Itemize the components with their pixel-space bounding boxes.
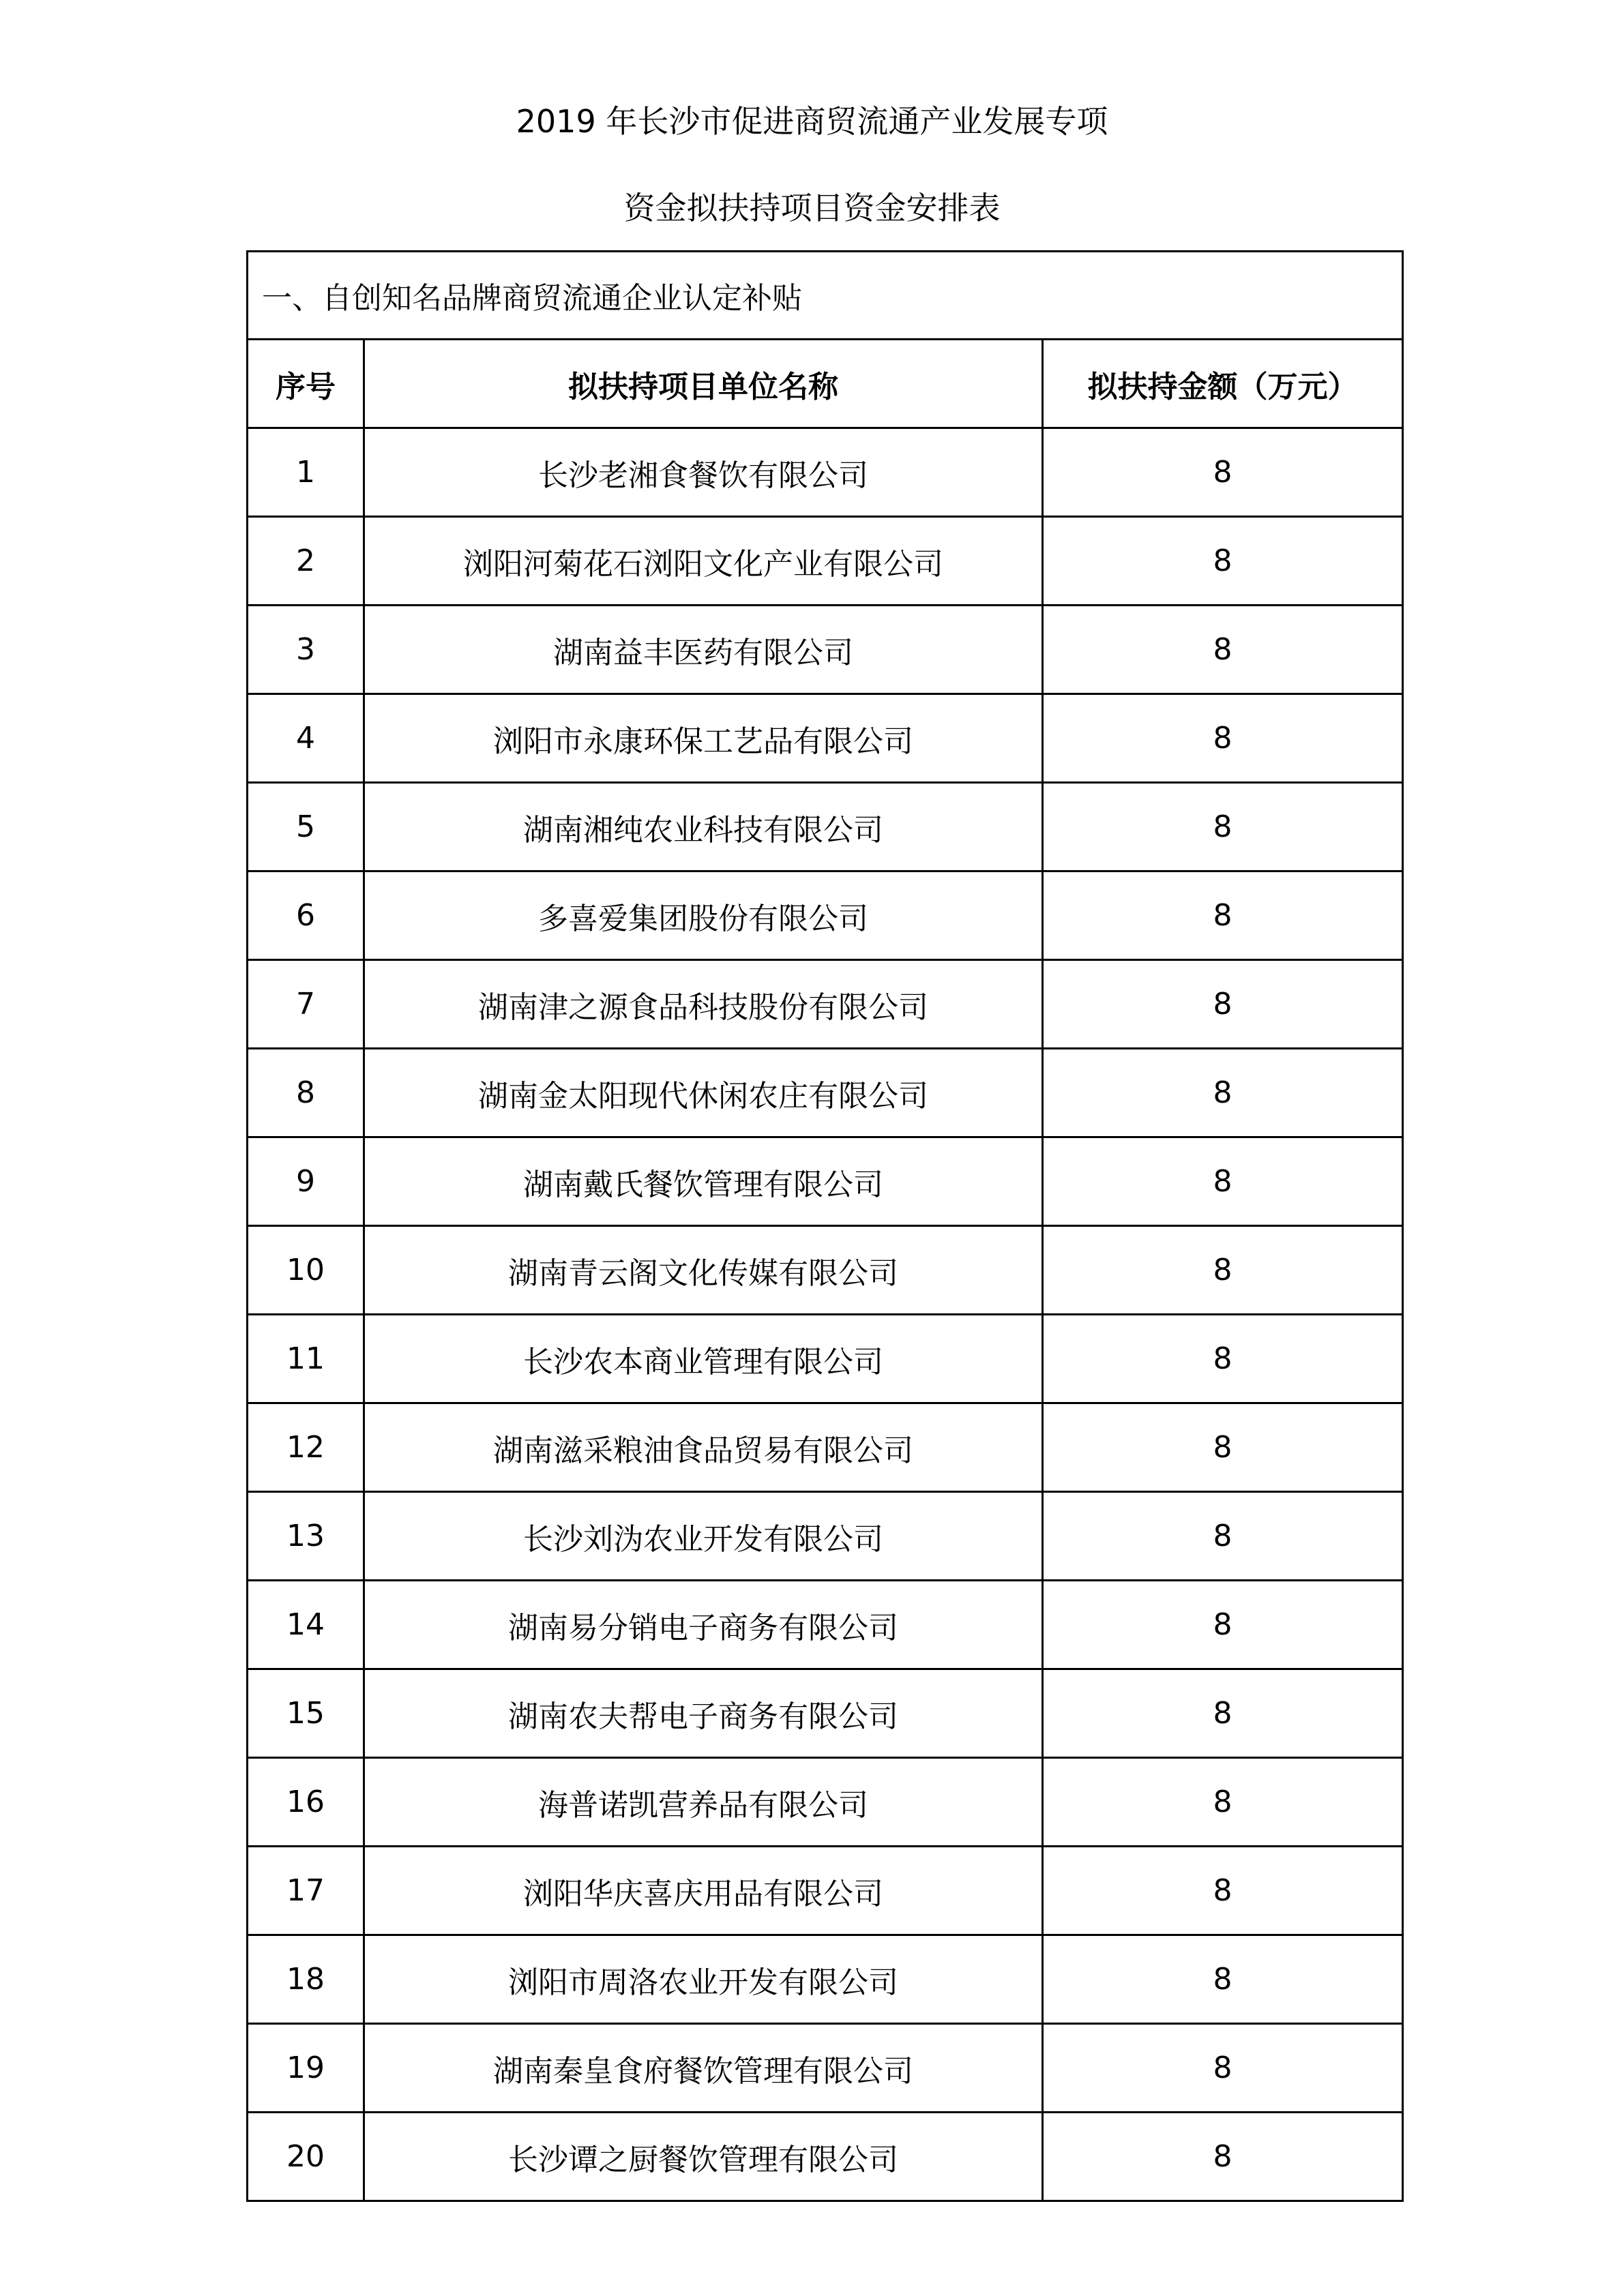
cell-amount: 8	[1043, 1226, 1403, 1315]
cell-amount: 8	[1043, 783, 1403, 871]
cell-amount: 8	[1043, 960, 1403, 1049]
cell-no: 12	[248, 1403, 364, 1492]
cell-amount: 8	[1043, 428, 1403, 517]
cell-company-name: 浏阳华庆喜庆用品有限公司	[364, 1847, 1043, 1935]
table-row	[248, 1758, 1403, 1847]
cell-no: 2	[248, 517, 364, 606]
cell-no: 1	[248, 428, 364, 517]
cell-company-name: 长沙老湘食餐饮有限公司	[364, 428, 1043, 517]
cell-no: 5	[248, 783, 364, 871]
table-row	[248, 517, 1403, 606]
cell-amount: 8	[1043, 606, 1403, 694]
table-row	[248, 1492, 1403, 1581]
cell-company-name: 多喜爱集团股份有限公司	[364, 871, 1043, 960]
table-row	[248, 428, 1403, 517]
cell-company-name: 湖南青云阁文化传媒有限公司	[364, 1226, 1043, 1315]
table-row	[248, 1137, 1403, 1226]
column-header-amount: 拟扶持金额（万元）	[1043, 340, 1403, 428]
table-row	[248, 1315, 1403, 1403]
table-row	[248, 2113, 1403, 2201]
section-heading: 一、自创知名品牌商贸流通企业认定补贴	[248, 252, 1403, 340]
cell-no: 10	[248, 1226, 364, 1315]
cell-company-name: 长沙刘沩农业开发有限公司	[364, 1492, 1043, 1581]
cell-no: 11	[248, 1315, 364, 1403]
cell-amount: 8	[1043, 1847, 1403, 1935]
cell-company-name: 浏阳市永康环保工艺品有限公司	[364, 694, 1043, 783]
table-header-row	[248, 340, 1403, 428]
cell-no: 9	[248, 1137, 364, 1226]
column-header-no: 序号	[248, 340, 364, 428]
cell-company-name: 湖南金太阳现代休闲农庄有限公司	[364, 1049, 1043, 1137]
table-row	[248, 1669, 1403, 1758]
cell-amount: 8	[1043, 2024, 1403, 2113]
cell-amount: 8	[1043, 871, 1403, 960]
document-title-line-1: 2019 年长沙市促进商贸流通产业发展专项	[516, 103, 1108, 140]
cell-company-name: 长沙谭之厨餐饮管理有限公司	[364, 2113, 1043, 2201]
cell-no: 18	[248, 1935, 364, 2024]
cell-no: 16	[248, 1758, 364, 1847]
cell-company-name: 湖南秦皇食府餐饮管理有限公司	[364, 2024, 1043, 2113]
cell-amount: 8	[1043, 694, 1403, 783]
cell-company-name: 湖南津之源食品科技股份有限公司	[364, 960, 1043, 1049]
table-row	[248, 2024, 1403, 2113]
table-row	[248, 1847, 1403, 1935]
allocation-table-body	[248, 252, 1403, 2201]
cell-no: 6	[248, 871, 364, 960]
cell-amount: 8	[1043, 2113, 1403, 2201]
table-row	[248, 1935, 1403, 2024]
cell-amount: 8	[1043, 1669, 1403, 1758]
cell-company-name: 浏阳河菊花石浏阳文化产业有限公司	[364, 517, 1043, 606]
table-row	[248, 1403, 1403, 1492]
cell-no: 7	[248, 960, 364, 1049]
cell-no: 3	[248, 606, 364, 694]
cell-no: 19	[248, 2024, 364, 2113]
table-row	[248, 783, 1403, 871]
cell-amount: 8	[1043, 1403, 1403, 1492]
cell-company-name: 湖南滋采粮油食品贸易有限公司	[364, 1403, 1043, 1492]
cell-amount: 8	[1043, 1492, 1403, 1581]
cell-no: 13	[248, 1492, 364, 1581]
cell-company-name: 湖南易分销电子商务有限公司	[364, 1581, 1043, 1669]
cell-amount: 8	[1043, 1315, 1403, 1403]
section-row	[248, 252, 1403, 340]
cell-no: 8	[248, 1049, 364, 1137]
cell-company-name: 湖南农夫帮电子商务有限公司	[364, 1669, 1043, 1758]
allocation-table	[246, 250, 1404, 2202]
cell-no: 14	[248, 1581, 364, 1669]
table-row	[248, 960, 1403, 1049]
cell-company-name: 长沙农本商业管理有限公司	[364, 1315, 1043, 1403]
cell-company-name: 湖南湘纯农业科技有限公司	[364, 783, 1043, 871]
cell-no: 20	[248, 2113, 364, 2201]
column-header-name: 拟扶持项目单位名称	[364, 340, 1043, 428]
cell-no: 17	[248, 1847, 364, 1935]
cell-company-name: 湖南益丰医药有限公司	[364, 606, 1043, 694]
cell-company-name: 湖南戴氏餐饮管理有限公司	[364, 1137, 1043, 1226]
cell-amount: 8	[1043, 1137, 1403, 1226]
table-row	[248, 1226, 1403, 1315]
cell-amount: 8	[1043, 517, 1403, 606]
cell-no: 15	[248, 1669, 364, 1758]
table-row	[248, 1049, 1403, 1137]
cell-amount: 8	[1043, 1935, 1403, 2024]
cell-company-name: 浏阳市周洛农业开发有限公司	[364, 1935, 1043, 2024]
table-row	[248, 606, 1403, 694]
cell-amount: 8	[1043, 1049, 1403, 1137]
table-row	[248, 694, 1403, 783]
table-row	[248, 871, 1403, 960]
cell-company-name: 海普诺凯营养品有限公司	[364, 1758, 1043, 1847]
cell-amount: 8	[1043, 1758, 1403, 1847]
cell-amount: 8	[1043, 1581, 1403, 1669]
cell-no: 4	[248, 694, 364, 783]
table-row	[248, 1581, 1403, 1669]
document-title-line-2: 资金拟扶持项目资金安排表	[623, 190, 1001, 226]
